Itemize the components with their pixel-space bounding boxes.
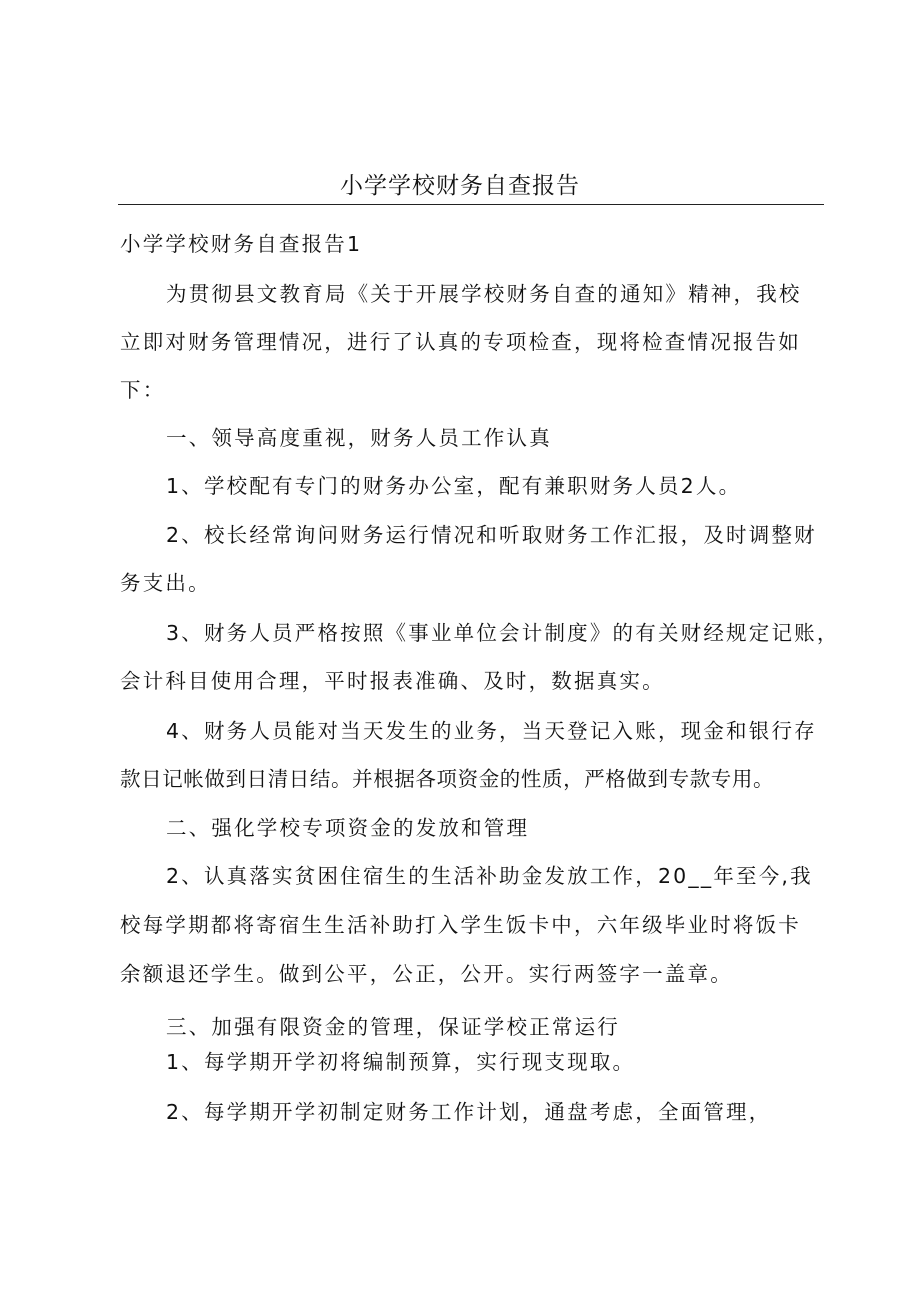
paragraph-line: 4、财务人员能对当天发生的业务，当天登记入账，现金和银行存 [166, 719, 817, 743]
paragraph-line: 2、认真落实贫困住宿生的生活补助金发放工作，20__年至今,我 [166, 864, 813, 888]
report-heading: 小学学校财务自查报告1 [120, 232, 363, 256]
paragraph-line: 3、财务人员严格按照《事业单位会计制度》的有关财经规定记账， [166, 621, 840, 645]
document-title: 小学学校财务自查报告 [340, 173, 580, 199]
section-heading: 二、强化学校专项资金的发放和管理 [166, 816, 530, 840]
paragraph-line: 2、校长经常询问财务运行情况和听取财务工作汇报，及时调整财 [166, 523, 817, 547]
paragraph-line: 1、每学期开学初将编制预算，实行现支现取。 [166, 1050, 636, 1074]
paragraph-line: 校每学期都将寄宿生生活补助打入学生饭卡中，六年级毕业时将饭卡 [120, 913, 801, 937]
paragraph-line: 立即对财务管理情况，进行了认真的专项检查，现将检查情况报告如 [120, 330, 801, 354]
paragraph-line: 余额退还学生。做到公平，公正，公开。实行两签字一盖章。 [120, 962, 733, 986]
paragraph-line: 款日记帐做到日清日结。并根据各项资金的性质，严格做到专款专用。 [120, 767, 775, 791]
paragraph-line: 务支出。 [120, 571, 211, 595]
paragraph-line: 下： [120, 378, 166, 402]
paragraph-line: 1、学校配有专门的财务办公室，配有兼职财务人员2人。 [166, 474, 742, 498]
section-heading: 三、加强有限资金的管理，保证学校正常运行 [166, 1015, 620, 1039]
paragraph-line: 2、每学期开学初制定财务工作计划，通盘考虑，全面管理， [166, 1100, 772, 1124]
section-heading: 一、领导高度重视，财务人员工作认真 [166, 426, 552, 450]
paragraph-line: 会计科目使用合理，平时报表准确、及时，数据真实。 [120, 669, 665, 693]
paragraph-line: 为贯彻县文教育局《关于开展学校财务自查的通知》精神，我校 [166, 282, 802, 306]
title-rule [118, 204, 824, 205]
